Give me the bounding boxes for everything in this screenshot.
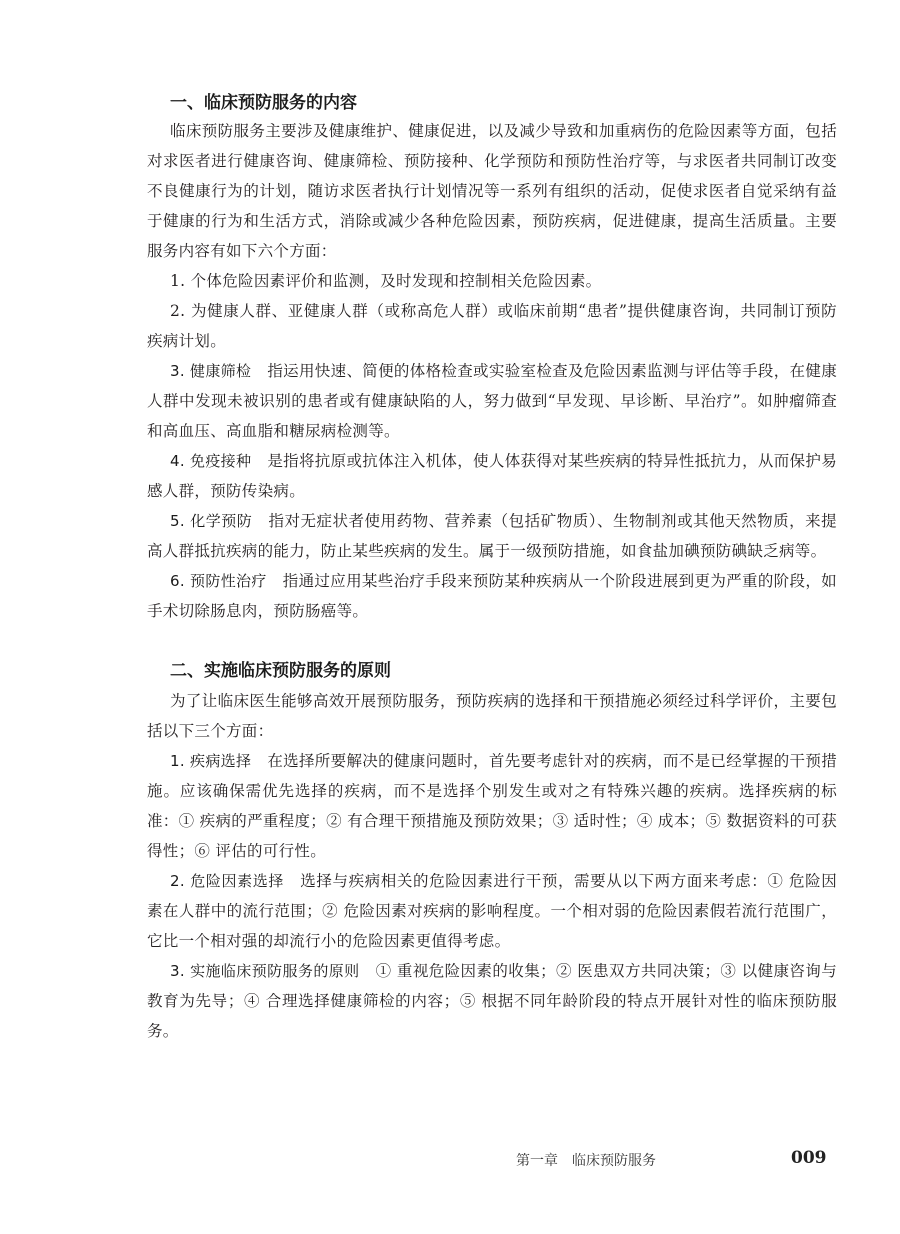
list-item-lead: 3. 实施临床预防服务的原则 <box>170 962 360 980</box>
list-item-text: 1. 个体危险因素评价和监测，及时发现和控制相关危险因素。 <box>170 272 602 290</box>
list-item-lead: 2. 危险因素选择 <box>170 872 284 890</box>
section-heading-2: 二、实施临床预防服务的原则 <box>170 661 391 681</box>
list-item <box>147 446 837 506</box>
list-item <box>147 266 837 296</box>
list-item <box>147 506 837 566</box>
list-item <box>147 746 837 866</box>
list-item-text: 指通过应用某些治疗手段来预防某种疾病从一个阶段进展到更为严重的阶段，如手术切除肠息肉，预防肠癌等。 <box>147 572 837 620</box>
list-item <box>147 956 837 1046</box>
page-footer <box>0 1148 900 1172</box>
list-item-lead: 6. 预防性治疗 <box>170 572 267 590</box>
list-item-text: 选择与疾病相关的危险因素进行干预，需要从以下两方面来考虑：① 危险因素在人群中的流行范围；② 危险因素对疾病的影响程度。一个相对弱的危险因素假若流行范围广，它比一个相对强的却流行小的危险因素更值得考虑。 <box>147 872 837 950</box>
list-item-lead: 1. 疾病选择 <box>170 752 252 770</box>
list-item-text: ① 重视危险因素的收集；② 医患双方共同决策；③ 以健康咨询与教育为先导；④ 合理选择健康筛检的内容；⑤ 根据不同年龄阶段的特点开展针对性的临床预防服务。 <box>147 962 837 1040</box>
list-item-text: 指对无症状者使用药物、营养素（包括矿物质）、生物制剂或其他天然物质，来提高人群抵抗疾病的能力，防止某些疾病的发生。属于一级预防措施，如食盐加碘预防碘缺乏病等。 <box>147 512 837 560</box>
list-item <box>147 296 837 356</box>
page-number: 009 <box>791 1148 827 1168</box>
section-heading-1: 一、临床预防服务的内容 <box>170 93 357 113</box>
list-item-text: 在选择所要解决的健康问题时，首先要考虑针对的疾病，而不是已经掌握的干预措施。应该确保需优先选择的疾病，而不是选择个别发生或对之有特殊兴趣的疾病。选择疾病的标准：① 疾病的严重程度；② 有合理干预措施及预防效果；③ 适时性；④ 成本；⑤ 数据资料的可获得性；⑥ 评估的可行性。 <box>147 752 837 860</box>
list-item-lead: 5. 化学预防 <box>170 512 253 530</box>
running-footer-chapter: 第一章 临床预防服务 <box>516 1153 656 1169</box>
list-item-lead: 3. 健康筛检 <box>170 362 252 380</box>
section-intro-paragraph: 临床预防服务主要涉及健康维护、健康促进，以及减少导致和加重病伤的危险因素等方面，包括对求医者进行健康咨询、健康筛检、预防接种、化学预防和预防性治疗等，与求医者共同制订改变不良健康行为的计划，随访求医者执行计划情况等一系列有组织的活动，促使求医者自觉采纳有益于健康的行为和生活方式，消除或减少各种危险因素，预防疾病，促进健康，提高生活质量。主要服务内容有如下六个方面： <box>147 122 837 260</box>
list-item-lead: 4. 免疫接种 <box>170 452 252 470</box>
list-item <box>147 356 837 446</box>
list-item-text: 2. 为健康人群、亚健康人群（或称高危人群）或临床前期“患者”提供健康咨询，共同制订预防疾病计划。 <box>147 302 837 350</box>
list-item <box>147 566 837 626</box>
section-body-2 <box>147 686 837 1046</box>
list-item-text: 是指将抗原或抗体注入机体，使人体获得对某些疾病的特异性抵抗力，从而保护易感人群，预防传染病。 <box>147 452 837 500</box>
list-item-text: 指运用快速、简便的体格检查或实验室检查及危险因素监测与评估等手段，在健康人群中发现未被识别的患者或有健康缺陷的人，努力做到“早发现、早诊断、早治疗”。如肿瘤筛查和高血压、高血脂和糖尿病检测等。 <box>147 362 837 440</box>
list-item <box>147 866 837 956</box>
section-body-1 <box>147 116 837 626</box>
section-intro-paragraph: 为了让临床医生能够高效开展预防服务，预防疾病的选择和干预措施必须经过科学评价，主要包括以下三个方面： <box>147 692 837 740</box>
